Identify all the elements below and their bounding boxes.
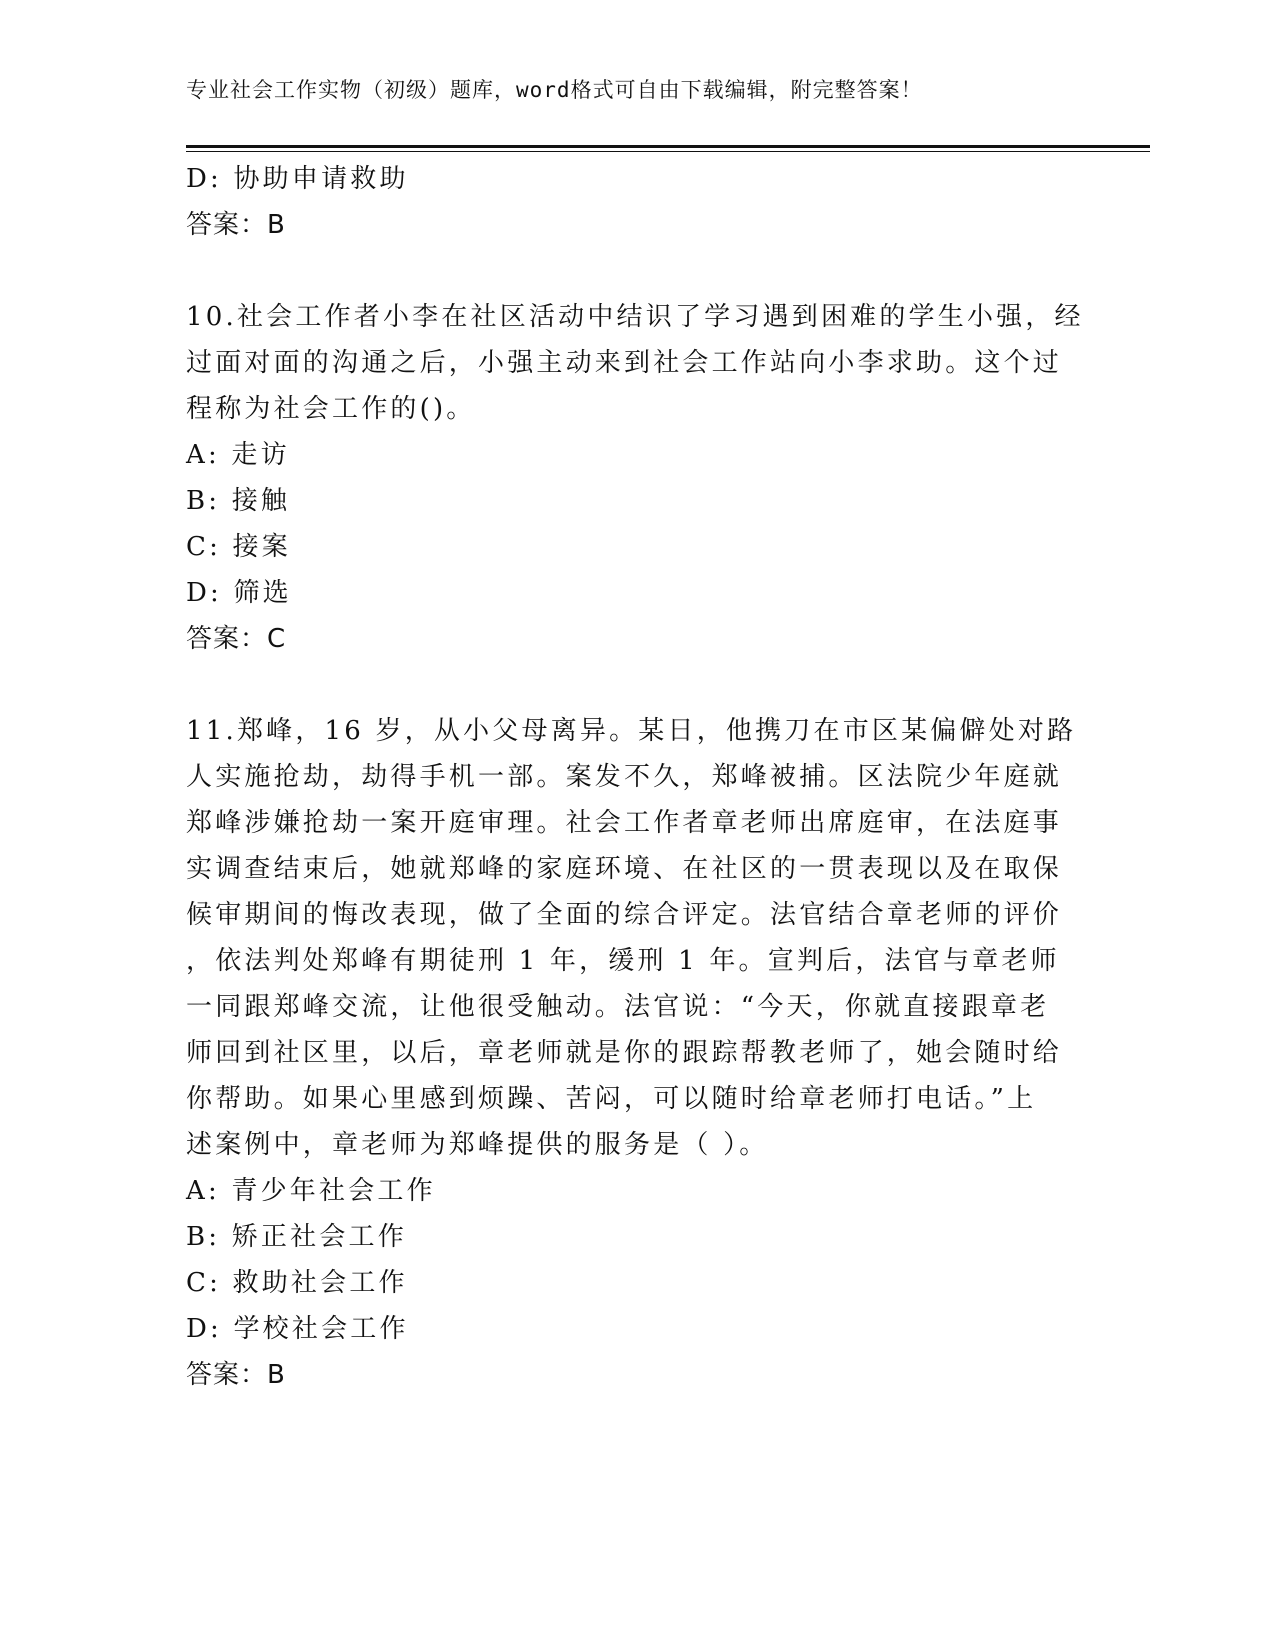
question-10-line: 过面对面的沟通之后，小强主动来到社会工作站向小李求助。这个过 (186, 348, 1063, 378)
question-10-option-d: D: 筛选 (186, 578, 292, 608)
question-11-line: 实调查结束后，她就郑峰的家庭环境、在社区的一贯表现以及在取保 (186, 854, 1063, 884)
question-10-answer: 答案：C (186, 624, 287, 654)
question-11 (186, 708, 1086, 1398)
page-header: 专业社会工作实物（初级）题库，word格式可自由下载编辑，附完整答案！ (186, 78, 923, 102)
question-10-line: 10.社会工作者小李在社区活动中结识了学习遇到困难的学生小强，经 (186, 302, 1084, 332)
question-11-option-b: B: 矫正社会工作 (186, 1222, 407, 1252)
header-divider-thick (186, 145, 1150, 148)
question-11-line: ，依法判处郑峰有期徒刑 1 年，缓刑 1 年。宣判后，法官与章老师 (186, 946, 1060, 976)
question-10-option-b: B: 接触 (186, 486, 291, 516)
question-10-line: 程称为社会工作的()。 (186, 394, 476, 424)
spacer (186, 662, 1086, 708)
prev-question-answer: 答案：B (186, 210, 286, 240)
question-11-answer: 答案：B (186, 1360, 286, 1390)
question-11-line: 你帮助。如果心里感到烦躁、苦闷，可以随时给章老师打电话。”上 (186, 1084, 1037, 1114)
question-11-option-d: D: 学校社会工作 (186, 1314, 409, 1344)
question-11-option-c: C: 救助社会工作 (186, 1268, 408, 1298)
question-11-option-a: A: 青少年社会工作 (186, 1176, 436, 1206)
prev-question-option-d: D: 协助申请救助 (186, 164, 409, 194)
question-10-option-c: C: 接案 (186, 532, 291, 562)
question-11-line: 师回到社区里，以后，章老师就是你的跟踪帮教老师了，她会随时给 (186, 1038, 1063, 1068)
question-11-line: 郑峰涉嫌抢劫一案开庭审理。社会工作者章老师出席庭审，在法庭事 (186, 808, 1063, 838)
question-11-line: 述案例中，章老师为郑峰提供的服务是（ ）。 (186, 1130, 769, 1160)
question-11-line: 11.郑峰，16 岁，从小父母离异。某日，他携刀在市区某偏僻处对路 (186, 716, 1077, 746)
question-10 (186, 294, 1086, 662)
question-10-option-a: A: 走访 (186, 440, 290, 470)
header-divider-thin (186, 151, 1150, 152)
spacer (186, 248, 1086, 294)
question-11-line: 候审期间的悔改表现，做了全面的综合评定。法官结合章老师的评价 (186, 900, 1063, 930)
document-body (186, 156, 1086, 1398)
question-11-line: 一同跟郑峰交流，让他很受触动。法官说：“今天，你就直接跟章老 (186, 992, 1050, 1022)
question-11-line: 人实施抢劫，劫得手机一部。案发不久，郑峰被捕。区法院少年庭就 (186, 762, 1063, 792)
